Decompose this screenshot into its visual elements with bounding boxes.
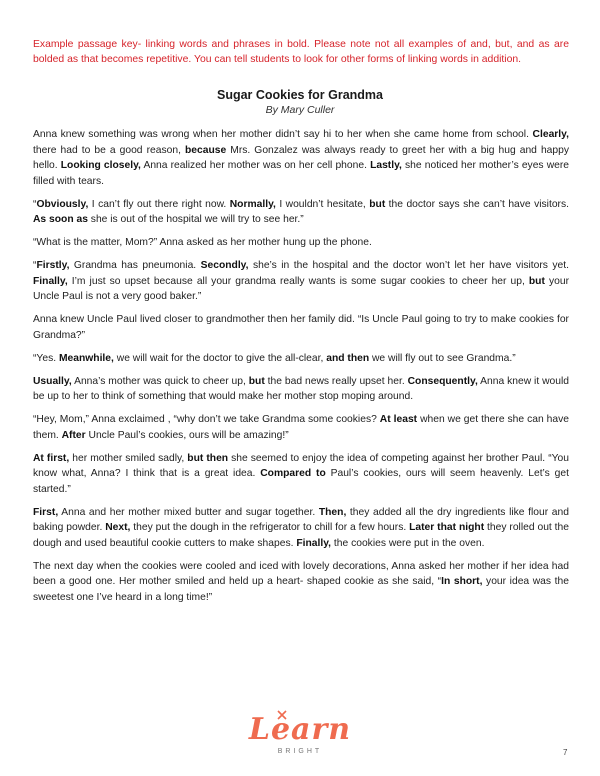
linking-word: Meanwhile, [58, 352, 114, 364]
story-text: your Uncle Paul is not a very good baker.” [33, 275, 569, 302]
story-text: Anna knew something was wrong when her mother didn’t say hi to her when she came home from school. [33, 129, 533, 140]
linking-word: Finally, [33, 275, 68, 287]
story-body [33, 127, 569, 613]
linking-word: Firstly, [36, 260, 70, 271]
linking-word: but [248, 375, 265, 387]
story-text: I can’t fly out there right now. [88, 198, 230, 210]
story-text: the cookies were put in the oven. [331, 537, 485, 549]
story-text: they added all the dry ingredients like flour and baking powder. [33, 506, 569, 533]
story-text: they put the dough in the refrigerator to chill for a few hours. [130, 522, 410, 533]
story-paragraph [33, 351, 569, 367]
story-text: Anna realized her mother was on her cell phone. [140, 160, 371, 171]
story-text: “Hey, Mom,” Anna exclaimed , “why don’t we take Grandma some cookies? [33, 414, 380, 425]
linking-word: Obviously, [36, 198, 89, 210]
story-text: she seemed to enjoy the idea of competing against her brother Paul. “You know what, Anna? I think that is a great idea. [33, 452, 570, 479]
linking-word: but then [187, 452, 229, 464]
story-paragraph [33, 559, 569, 606]
story-byline: By Mary Culler [265, 104, 335, 116]
story-text: Anna’s mother was quick to cheer up, [71, 375, 249, 387]
linking-word: because [184, 144, 227, 156]
logo-subtitle: BRIGHT [277, 748, 323, 755]
teacher-note: Example passage key- linking words and phrases in bold. Please note not all examples of and, but, and as are bolded as that becomes repetitive. You can tell students to look for other forms of linking words in addition. [33, 39, 569, 65]
linking-word: but [369, 198, 386, 210]
story-text: I’m just so upset because all your grandma really wants is some sugar cookies to cheer her up, [67, 275, 529, 287]
linking-word: First, [33, 506, 59, 518]
linking-word: Later that night [409, 522, 485, 533]
story-text: Grandma has pneumonia. [69, 260, 201, 271]
linking-word: Next, [105, 522, 131, 533]
story-text: she noticed her mother’s eyes were filled with tears. [33, 160, 570, 187]
story-text: Anna knew it would be up to her to think of something that would make her mother stop moping around. [33, 375, 570, 402]
story-text: the bad news really upset her. [264, 375, 408, 387]
story-text: “ [33, 260, 37, 271]
linking-word: Secondly, [200, 260, 249, 271]
page-number: 7 [563, 748, 568, 757]
learn-bright-logo [238, 710, 362, 760]
linking-word: and then [326, 352, 370, 364]
story-text: “Yes. [33, 352, 59, 364]
linking-word: Consequently, [407, 375, 478, 387]
story-text: Mrs. Gonzalez was always ready to greet her with a big hug and happy hello. [33, 144, 569, 171]
linking-word: Usually, [33, 375, 72, 387]
story-text: when we get there she can have them. [33, 414, 570, 441]
linking-word: Then, [318, 506, 347, 518]
story-text: her mother smiled sadly, [69, 452, 188, 464]
story-text: there had to be a good reason, [33, 144, 185, 156]
linking-word: Clearly, [532, 129, 569, 140]
story-text: Uncle Paul’s cookies, ours will be amazing!” [85, 429, 289, 441]
linking-word: As soon as [33, 214, 88, 225]
story-text: she is out of the hospital we will try to see her.” [87, 214, 304, 225]
story-text: we will fly out to see Grandma.” [369, 352, 516, 364]
story-paragraph [33, 312, 569, 343]
linking-word: Lastly, [370, 160, 402, 171]
logo-word: Learn [248, 712, 352, 747]
story-text: we will wait for the doctor to give the all-clear, [113, 352, 327, 364]
linking-word: After [61, 429, 86, 441]
story-paragraph [33, 505, 569, 552]
story-paragraph [33, 258, 569, 305]
story-text: Paul’s cookies, ours will seem heavenly. Let’s get started.” [33, 468, 569, 495]
linking-word: Normally, [229, 198, 276, 210]
linking-word: At first, [33, 452, 70, 464]
story-text: she’s in the hospital and the doctor won’t let her have visitors yet. [248, 260, 570, 271]
story-text: “What is the matter, Mom?” Anna asked as her mother hung up the phone. [33, 237, 372, 248]
story-paragraph [33, 235, 569, 251]
story-paragraph [33, 197, 569, 228]
story-text: Anna knew Uncle Paul lived closer to grandmother then her family did. “Is Uncle Paul going to try to make cookies for Grandma?” [33, 314, 569, 341]
story-title: Sugar Cookies for Grandma [216, 88, 383, 102]
story-paragraph [33, 451, 569, 498]
story-paragraph [33, 374, 569, 405]
story-text: they rolled out the dough and used beautiful cookie cutters to make shapes. [33, 522, 569, 549]
story-text: I wouldn’t hesitate, [275, 198, 370, 210]
linking-word: Compared to [260, 468, 326, 479]
story-text: Anna and her mother mixed butter and sugar together. [58, 506, 319, 518]
story-text: The next day when the cookies were cooled and iced with lovely decorations, Anna asked her mother if her idea had been a good one. Her mother smiled and held up a heart- shaped cookie as she said, “ [33, 560, 569, 587]
story-paragraph [33, 127, 569, 189]
linking-word: but [528, 275, 545, 287]
linking-word: At least [379, 414, 418, 425]
story-text: “ [33, 198, 37, 210]
story-text: your idea was the sweetest one I’ve heard in a long time!” [33, 576, 569, 603]
story-paragraph [33, 412, 569, 443]
story-text: the doctor says she can’t have visitors. [385, 198, 569, 210]
linking-word: In short, [441, 576, 483, 587]
linking-word: Finally, [296, 537, 332, 549]
linking-word: Looking closely, [60, 160, 141, 171]
